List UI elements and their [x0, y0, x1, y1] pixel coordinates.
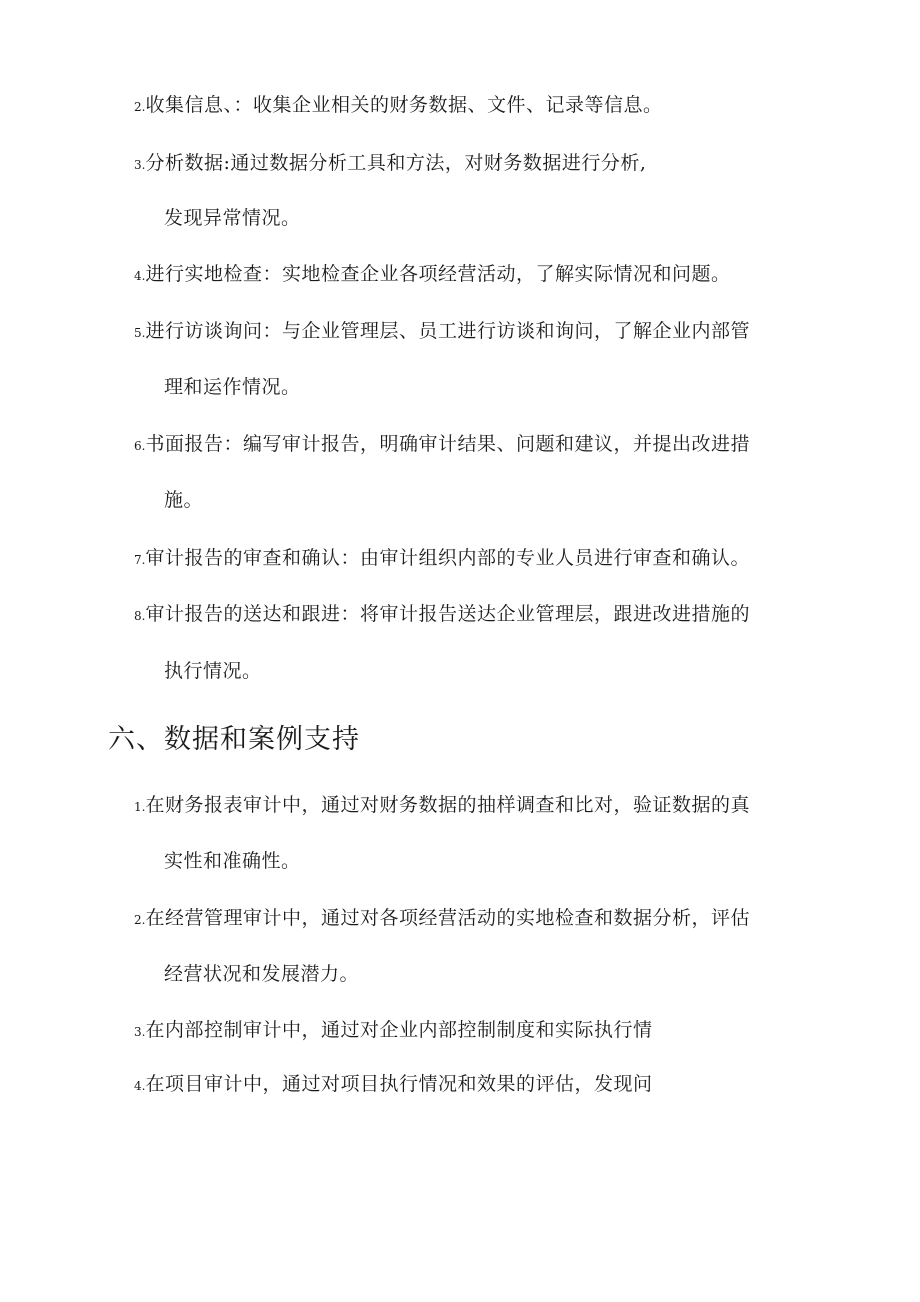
case-item-3 [134, 1015, 834, 1042]
case-text: 在经营管理审计中，通过对各项经营活动的实地检查和数据分析，评估 [145, 907, 750, 929]
step-text: 收集信息、：收集企业相关的财务数据、文件、记录等信息。 [145, 94, 663, 116]
case-number: 4. [134, 1079, 146, 1093]
step-item-3 [134, 148, 834, 175]
step-number: 5. [134, 326, 146, 340]
step-item-5 [134, 316, 834, 343]
case-text: 在财务报表审计中，通过对财务数据的抽样调查和比对，验证数据的真 [145, 794, 750, 816]
case-item-4 [134, 1069, 834, 1096]
step-number: 8. [134, 609, 146, 623]
section-heading: 六、数据和案例支持 [108, 724, 360, 755]
step-continuation: 施。 [164, 489, 204, 511]
step-text: 书面报告：编写审计报告，明确审计结果、问题和建议，并提出改进措 [145, 433, 750, 455]
case-number: 1. [134, 800, 146, 814]
step-text: 进行访谈询问：与企业管理层、员工进行访谈和询问，了解企业内部管 [145, 320, 750, 342]
case-continuation: 实性和准确性。 [164, 850, 301, 872]
case-number: 2. [134, 913, 146, 927]
case-continuation: 经营状况和发展潜力。 [164, 963, 360, 985]
step-continuation: 理和运作情况。 [164, 376, 301, 398]
step-text: 分析数据:通过数据分析工具和方法，对财务数据进行分析, [145, 152, 647, 174]
step-number: 6. [134, 439, 146, 453]
step-item-6 [134, 429, 834, 456]
case-text: 在内部控制审计中，通过对企业内部控制制度和实际执行情 [145, 1019, 653, 1041]
step-text: 审计报告的审查和确认：由审计组织内部的专业人员进行审查和确认。 [145, 547, 750, 569]
case-item-2 [134, 903, 834, 930]
step-item-2 [134, 90, 834, 117]
case-text: 在项目审计中，通过对项目执行情况和效果的评估，发现问 [145, 1073, 653, 1095]
step-item-7 [134, 543, 834, 570]
step-continuation: 执行情况。 [164, 660, 262, 682]
step-number: 4. [134, 269, 146, 283]
step-item-8 [134, 599, 834, 626]
step-text: 审计报告的送达和跟进：将审计报告送达企业管理层，跟进改进措施的 [145, 603, 750, 625]
step-text: 进行实地检查：实地检查企业各项经营活动，了解实际情况和问题。 [145, 263, 731, 285]
step-continuation: 发现异常情况。 [164, 207, 301, 229]
step-number: 2. [134, 100, 146, 114]
step-number: 7. [134, 553, 146, 567]
case-number: 3. [134, 1025, 146, 1039]
step-item-4 [134, 259, 834, 286]
step-number: 3. [134, 158, 146, 172]
case-item-1 [134, 790, 834, 817]
